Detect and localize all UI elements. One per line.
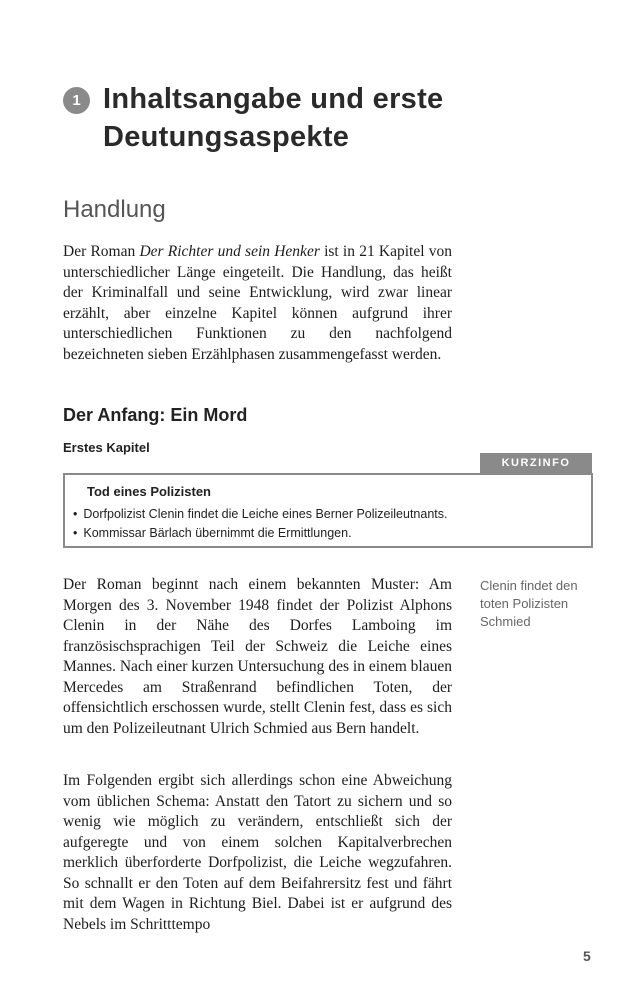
intro-paragraph (63, 242, 452, 365)
margin-note: Clenin findet den toten Polizisten Schmied (480, 578, 578, 629)
page-number: 5 (583, 948, 591, 964)
chapter-label: Erstes Kapitel (63, 440, 150, 455)
kurzinfo-label: KURZINFO (480, 453, 592, 473)
intro-text-start: Der Roman (63, 243, 140, 260)
kurzinfo-title: Tod eines Polizisten (87, 484, 212, 499)
section-heading: Handlung (63, 196, 166, 223)
body-paragraph: Der Roman beginnt nach einem bekannten Muster: Am Morgen des 3. November 1948 findet der Polizist Alphons Clenin in der Nähe des Dorfes Lamboing im französischsprachigen Teil der Schweiz die Leiche eines Mannes. Nach einer kurzen Untersuchung des in einem blauen Mercedes am Straßenrand befindlichen Toten, der offensichtlich erschossen wurde, stellt Clenin fest, dass es sich um den Polizeileutnant Ulrich Schmied aus Bern handelt. (63, 576, 452, 737)
intro-text-end: ist in 21 Kapitel von unterschiedlicher Länge eingeteilt. Die Handlung, das heißt der Kriminalfall und seine Entwicklung, wird zwar linear erzählt, aber einzelne Kapitel können aufgrund ihrer unterschiedlichen Funktionen zu den nachfolgend bezeichneten sieben Erzählphasen zusammengefasst werden. (63, 243, 452, 363)
list-item: • Kommissar Bärlach übernimmt die Ermittlungen. (73, 524, 447, 543)
chapter-number-badge: 1 (63, 87, 90, 114)
kurzinfo-box (63, 473, 593, 548)
novel-title: Der Richter und sein Henker (139, 243, 320, 260)
chapter-title: Inhaltsangabe und erste Deutungsaspekte (103, 83, 444, 153)
body-paragraph: Im Folgenden ergibt sich allerdings schon eine Abweichung vom üblichen Schema: Anstatt den Tatort zu sichern und so wenig wie möglich zu verändern, entschließt sich der aufgeregte und von einem solchen Kapitalverbrechen merklich überforderte Dorfpolizist, die Leiche wegzufahren. So schnallt er den Toten auf dem Beifahrersitz fest und fährt mit dem Wagen in Richtung Biel. Dabei ist er aufgrund des Nebels im Schritttempo (63, 772, 452, 933)
kurzinfo-list (73, 505, 447, 543)
list-item: • Dorfpolizist Clenin findet die Leiche eines Berner Polizeileutnants. (73, 505, 447, 524)
subsection-heading: Der Anfang: Ein Mord (63, 405, 248, 425)
